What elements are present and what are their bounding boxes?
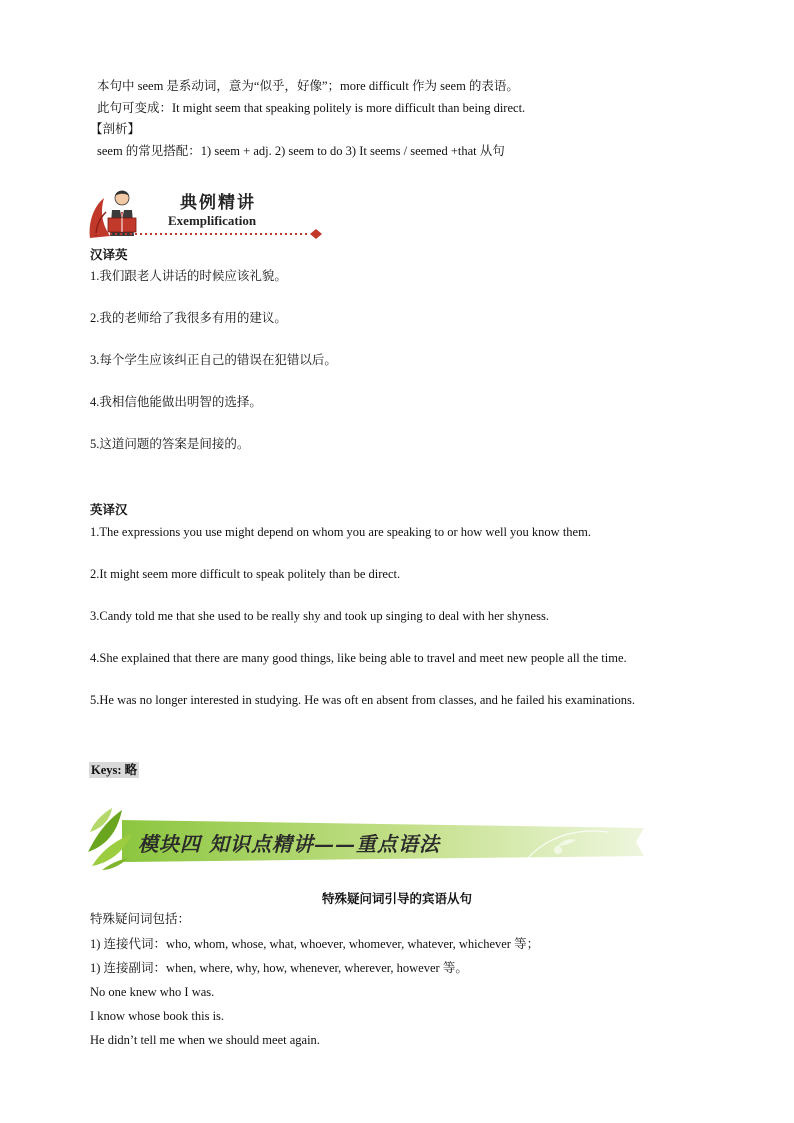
grammar-line-2: 1) 连接副词：when, where, why, how, whenever, wherever, however 等。 xyxy=(90,961,468,975)
intro-line-1: 本句中 seem 是系动词，意为“似乎，好像”；more difficult 作为 seem 的表语。 xyxy=(97,79,519,93)
keys-label: Keys: 略 xyxy=(91,763,138,777)
grammar-line-1: 1) 连接代词：who, whom, whose, what, whoever, whomever, whatever, whichever 等； xyxy=(90,937,540,951)
section-header xyxy=(86,186,326,240)
section-title-cn: 典例精讲 xyxy=(180,193,256,213)
intro-line-2: 此句可变成：It might seem that speaking politely is more difficult than being direct. xyxy=(97,101,526,115)
section-title-en: Exemplification xyxy=(168,213,257,228)
en-to-cn-item: 1.The expressions you use might depend on whom you are speaking to or how well you know them. xyxy=(90,525,591,539)
en-to-cn-item: 2.It might seem more difficult to speak politely than be direct. xyxy=(90,567,401,581)
cn-to-en-item: 3.每个学生应该纠正自己的错误在犯错以后。 xyxy=(90,353,337,367)
cn-to-en-item: 4.我相信他能做出明智的选择。 xyxy=(90,395,262,409)
en-to-cn-item: 5.He was no longer interested in studying. He was oft en absent from classes, and he failed his examinations. xyxy=(90,693,636,707)
grammar-title: 特殊疑问词引导的宾语从句 xyxy=(321,892,472,906)
dotted-divider xyxy=(90,228,326,240)
cn-to-en-heading: 汉译英 xyxy=(90,248,128,262)
cn-to-en-item: 2.我的老师给了我很多有用的建议。 xyxy=(90,311,287,325)
en-to-cn-heading: 英译汉 xyxy=(90,503,128,517)
intro-line-3: seem 的常见搭配：1) seem + adj. 2) seem to do 3) It seems / seemed +that 从句 xyxy=(97,144,505,158)
analysis-label: 【剖析】 xyxy=(90,122,141,136)
en-to-cn-item: 3.Candy told me that she used to be really shy and took up singing to deal with her shyness. xyxy=(90,609,549,623)
grammar-intro: 特殊疑问词包括： xyxy=(90,912,191,926)
example-sentence: He didn’t tell me when we should meet again. xyxy=(90,1033,320,1047)
example-sentence: I know whose book this is. xyxy=(90,1009,225,1023)
cn-to-en-item: 5.这道问题的答案是间接的。 xyxy=(90,437,250,451)
cn-to-en-item: 1.我们跟老人讲话的时候应该礼貌。 xyxy=(90,269,287,283)
module-banner xyxy=(88,806,644,872)
module-title: 模块四 知识点精讲——重点语法 xyxy=(138,832,440,856)
example-sentence: No one knew who I was. xyxy=(90,985,215,999)
en-to-cn-item: 4.She explained that there are many good things, like being able to travel and meet new people all the time. xyxy=(90,651,627,665)
